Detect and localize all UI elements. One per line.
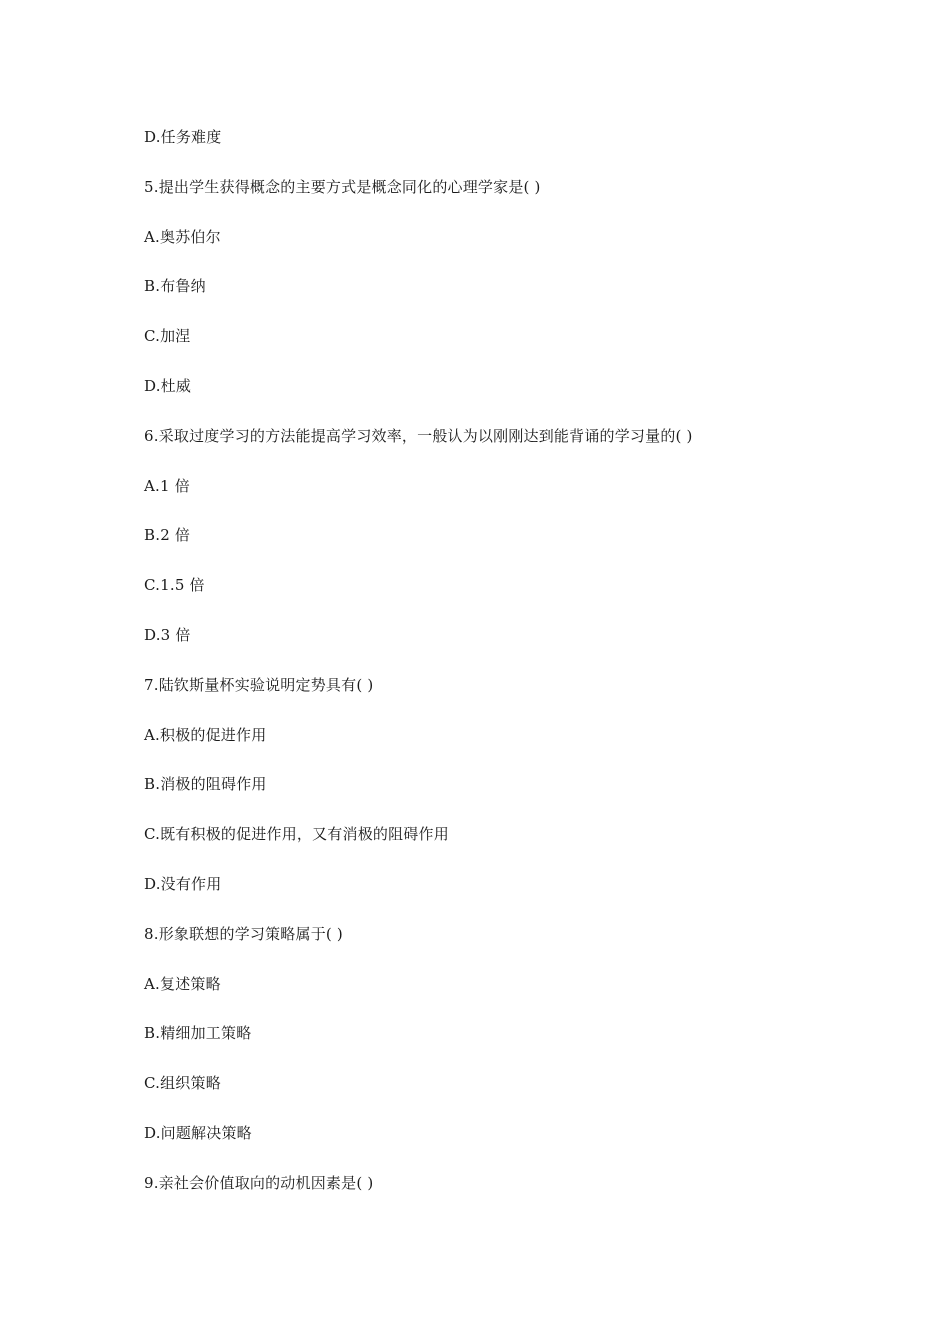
option-6a: A.1 倍 [144,476,190,495]
option-8d: D.问题解决策略 [144,1123,252,1142]
option-6c: C.1.5 倍 [144,576,205,595]
option-7a: A.积极的促进作用 [144,725,267,744]
question-8: 8.形象联想的学习策略属于( ) [144,924,343,943]
question-7: 7.陆钦斯量杯实验说明定势具有( ) [144,675,374,694]
question-6: 6.采取过度学习的方法能提高学习效率，一般认为以刚刚达到能背诵的学习量的( ) [144,426,693,445]
option-6b: B.2 倍 [144,526,191,545]
option-4d: D.任务难度 [144,128,222,146]
option-7d: D.没有作用 [144,874,222,893]
option-6d: D.3 倍 [144,625,191,644]
option-8a: A.复述策略 [144,974,221,993]
question-list [144,126,824,1222]
option-7b: B.消极的阻碍作用 [144,775,267,794]
option-8c: C.组织策略 [144,1074,221,1093]
option-5b: B.布鲁纳 [144,277,206,296]
option-7c: C.既有积极的促进作用，又有消极的阻碍作用 [144,825,449,844]
question-5: 5.提出学生获得概念的主要方式是概念同化的心理学家是( ) [144,177,541,196]
option-5c: C.加涅 [144,327,191,346]
option-5a: A.奥苏伯尔 [144,227,221,246]
option-5d: D.杜威 [144,376,192,395]
option-8b: B.精细加工策略 [144,1024,252,1043]
question-9: 9.亲社会价值取向的动机因素是( ) [144,1173,374,1192]
